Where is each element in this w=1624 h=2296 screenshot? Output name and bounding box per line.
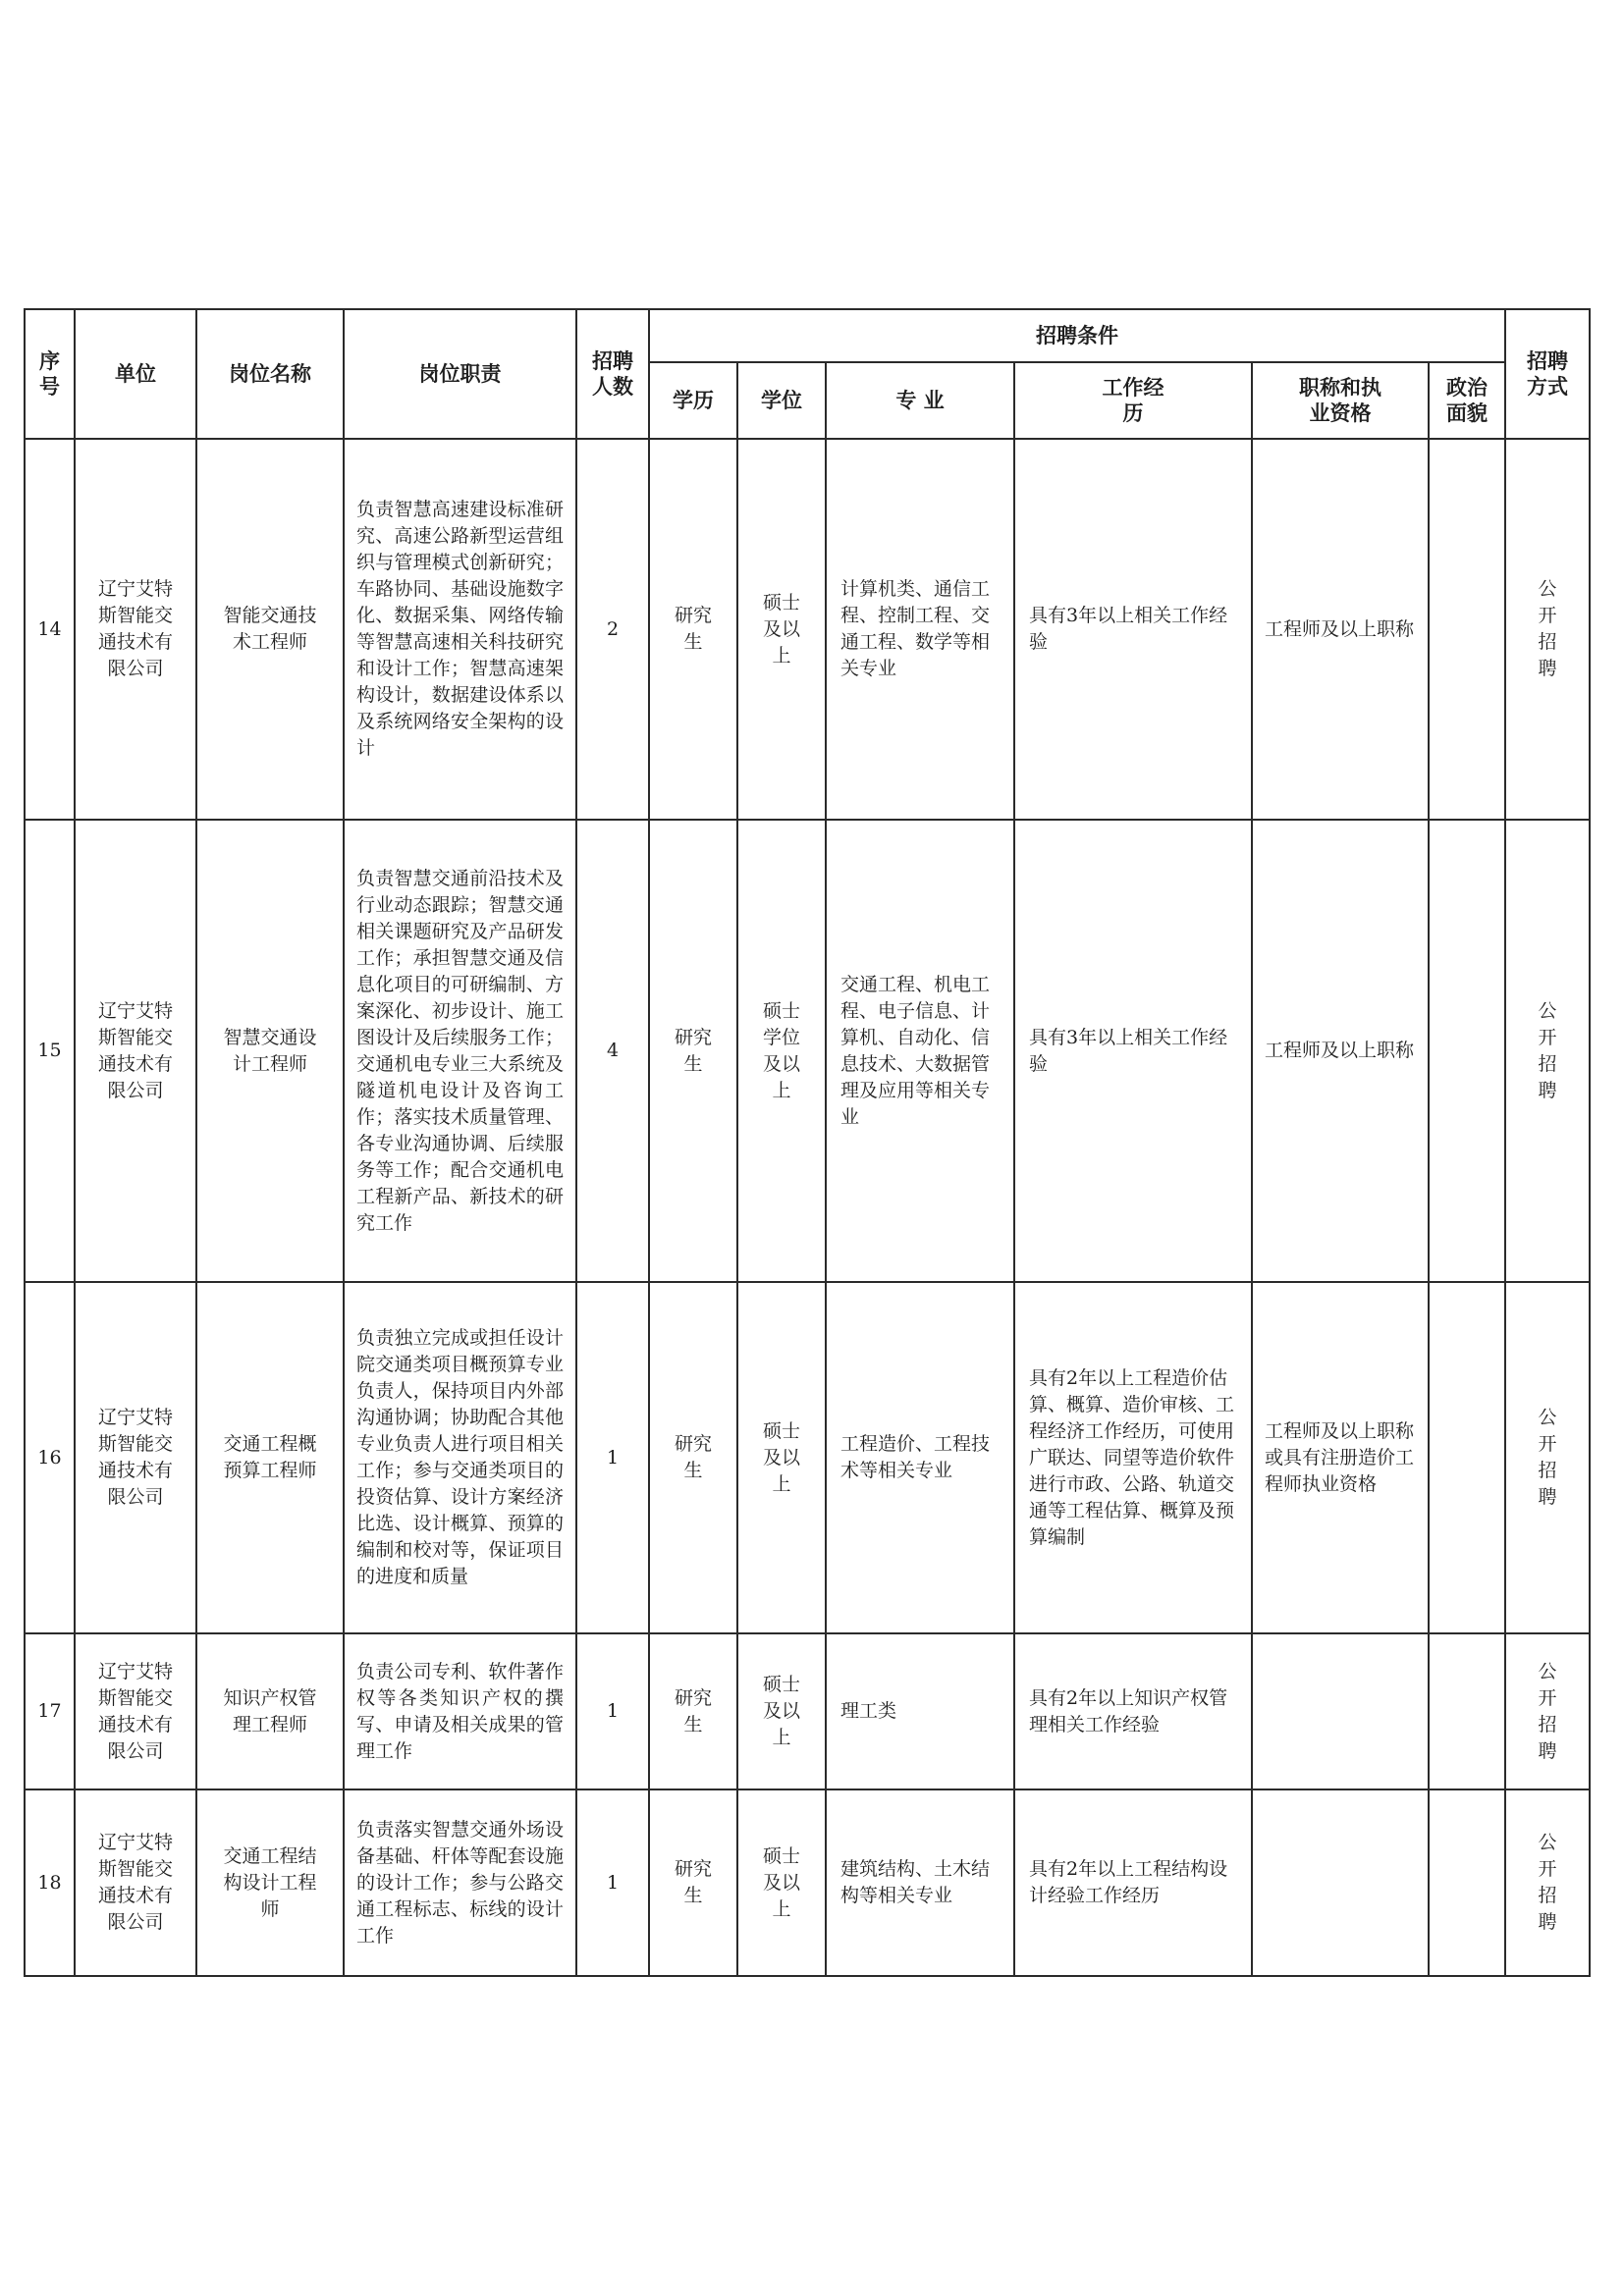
cell-count: 4 — [576, 820, 649, 1282]
cell-duties: 负责落实智慧交通外场设备基础、杆体等配套设施的设计工作；参与公路交通工程标志、标线的设计工作 — [344, 1789, 576, 1976]
cell-method: 公开招聘 — [1505, 1789, 1590, 1976]
cell-post: 智慧交通设计工程师 — [196, 820, 344, 1282]
cell-post: 交通工程结构设计工程师 — [196, 1789, 344, 1976]
cell-method: 公开招聘 — [1505, 1282, 1590, 1633]
cell-degree: 硕士及以上 — [737, 1282, 826, 1633]
header-degree: 学位 — [737, 362, 826, 439]
cell-political — [1429, 1633, 1505, 1789]
cell-method: 公开招聘 — [1505, 439, 1590, 820]
cell-education: 研究生 — [649, 1282, 737, 1633]
header-count: 招聘人数 — [576, 309, 649, 439]
cell-qualification — [1252, 1633, 1429, 1789]
cell-duties: 负责公司专利、软件著作权等各类知识产权的撰写、申请及相关成果的管理工作 — [344, 1633, 576, 1789]
cell-qualification: 工程师及以上职称 — [1252, 820, 1429, 1282]
table-row — [25, 1633, 1590, 1789]
cell-method: 公开招聘 — [1505, 1633, 1590, 1789]
header-method: 招聘方式 — [1505, 309, 1590, 439]
cell-count: 2 — [576, 439, 649, 820]
header-seq: 序号 — [25, 309, 75, 439]
cell-unit: 辽宁艾特斯智能交通技术有限公司 — [75, 1282, 196, 1633]
cell-unit: 辽宁艾特斯智能交通技术有限公司 — [75, 820, 196, 1282]
cell-unit: 辽宁艾特斯智能交通技术有限公司 — [75, 1789, 196, 1976]
cell-qualification: 工程师及以上职称 — [1252, 439, 1429, 820]
cell-method: 公开招聘 — [1505, 820, 1590, 1282]
table-row — [25, 820, 1590, 1282]
header-education: 学历 — [649, 362, 737, 439]
cell-experience: 具有3年以上相关工作经验 — [1014, 820, 1252, 1282]
header-conditions: 招聘条件 — [649, 309, 1505, 362]
cell-seq: 16 — [25, 1282, 75, 1633]
cell-experience: 具有2年以上工程结构设计经验工作经历 — [1014, 1789, 1252, 1976]
cell-education: 研究生 — [649, 439, 737, 820]
cell-degree: 硕士学位及以上 — [737, 820, 826, 1282]
cell-count: 1 — [576, 1633, 649, 1789]
cell-post: 智能交通技术工程师 — [196, 439, 344, 820]
cell-major: 计算机类、通信工程、控制工程、交通工程、数学等相关专业 — [826, 439, 1014, 820]
cell-seq: 17 — [25, 1633, 75, 1789]
cell-qualification: 工程师及以上职称或具有注册造价工程师执业资格 — [1252, 1282, 1429, 1633]
cell-political — [1429, 820, 1505, 1282]
header-experience: 工作经历 — [1014, 362, 1252, 439]
cell-political — [1429, 1789, 1505, 1976]
cell-major: 工程造价、工程技术等相关专业 — [826, 1282, 1014, 1633]
cell-seq: 14 — [25, 439, 75, 820]
cell-duties: 负责智慧高速建设标准研究、高速公路新型运营组织与管理模式创新研究；车路协同、基础设施数字化、数据采集、网络传输等智慧高速相关科技研究和设计工作；智慧高速架构设计，数据建设体系以及系统网络安全架构的设计 — [344, 439, 576, 820]
recruitment-document — [24, 308, 1589, 1977]
cell-seq: 18 — [25, 1789, 75, 1976]
table-row — [25, 1282, 1590, 1633]
header-post-name: 岗位名称 — [196, 309, 344, 439]
header-political: 政治面貌 — [1429, 362, 1505, 439]
table-row — [25, 439, 1590, 820]
cell-unit: 辽宁艾特斯智能交通技术有限公司 — [75, 439, 196, 820]
table-row — [25, 1789, 1590, 1976]
header-title-qualification: 职称和执业资格 — [1252, 362, 1429, 439]
cell-degree: 硕士及以上 — [737, 1633, 826, 1789]
cell-education: 研究生 — [649, 1633, 737, 1789]
cell-major: 交通工程、机电工程、电子信息、计算机、自动化、信息技术、大数据管理及应用等相关专业 — [826, 820, 1014, 1282]
cell-post: 交通工程概预算工程师 — [196, 1282, 344, 1633]
cell-degree: 硕士及以上 — [737, 439, 826, 820]
cell-seq: 15 — [25, 820, 75, 1282]
recruitment-table — [24, 308, 1591, 1977]
cell-education: 研究生 — [649, 1789, 737, 1976]
cell-experience: 具有2年以上工程造价估算、概算、造价审核、工程经济工作经历，可使用广联达、同望等造价软件进行市政、公路、轨道交通等工程估算、概算及预算编制 — [1014, 1282, 1252, 1633]
header-duties: 岗位职责 — [344, 309, 576, 439]
cell-unit: 辽宁艾特斯智能交通技术有限公司 — [75, 1633, 196, 1789]
table-header — [25, 309, 1590, 439]
header-major: 专 业 — [826, 362, 1014, 439]
cell-degree: 硕士及以上 — [737, 1789, 826, 1976]
cell-experience: 具有3年以上相关工作经验 — [1014, 439, 1252, 820]
cell-education: 研究生 — [649, 820, 737, 1282]
cell-count: 1 — [576, 1282, 649, 1633]
cell-experience: 具有2年以上知识产权管理相关工作经验 — [1014, 1633, 1252, 1789]
cell-major: 建筑结构、土木结构等相关专业 — [826, 1789, 1014, 1976]
cell-political — [1429, 439, 1505, 820]
cell-count: 1 — [576, 1789, 649, 1976]
cell-post: 知识产权管理工程师 — [196, 1633, 344, 1789]
cell-political — [1429, 1282, 1505, 1633]
cell-qualification — [1252, 1789, 1429, 1976]
header-unit: 单位 — [75, 309, 196, 439]
cell-duties: 负责智慧交通前沿技术及行业动态跟踪；智慧交通相关课题研究及产品研发工作；承担智慧交通及信息化项目的可研编制、方案深化、初步设计、施工图设计及后续服务工作；交通机电专业三大系统及隧道机电设计及咨询工作；落实技术质量管理、各专业沟通协调、后续服务等工作；配合交通机电工程新产品、新技术的研究工作 — [344, 820, 576, 1282]
cell-duties: 负责独立完成或担任设计院交通类项目概预算专业负责人，保持项目内外部沟通协调；协助配合其他专业负责人进行项目相关工作；参与交通类项目的投资估算、设计方案经济比选、设计概算、预算的编制和校对等，保证项目的进度和质量 — [344, 1282, 576, 1633]
cell-major: 理工类 — [826, 1633, 1014, 1789]
